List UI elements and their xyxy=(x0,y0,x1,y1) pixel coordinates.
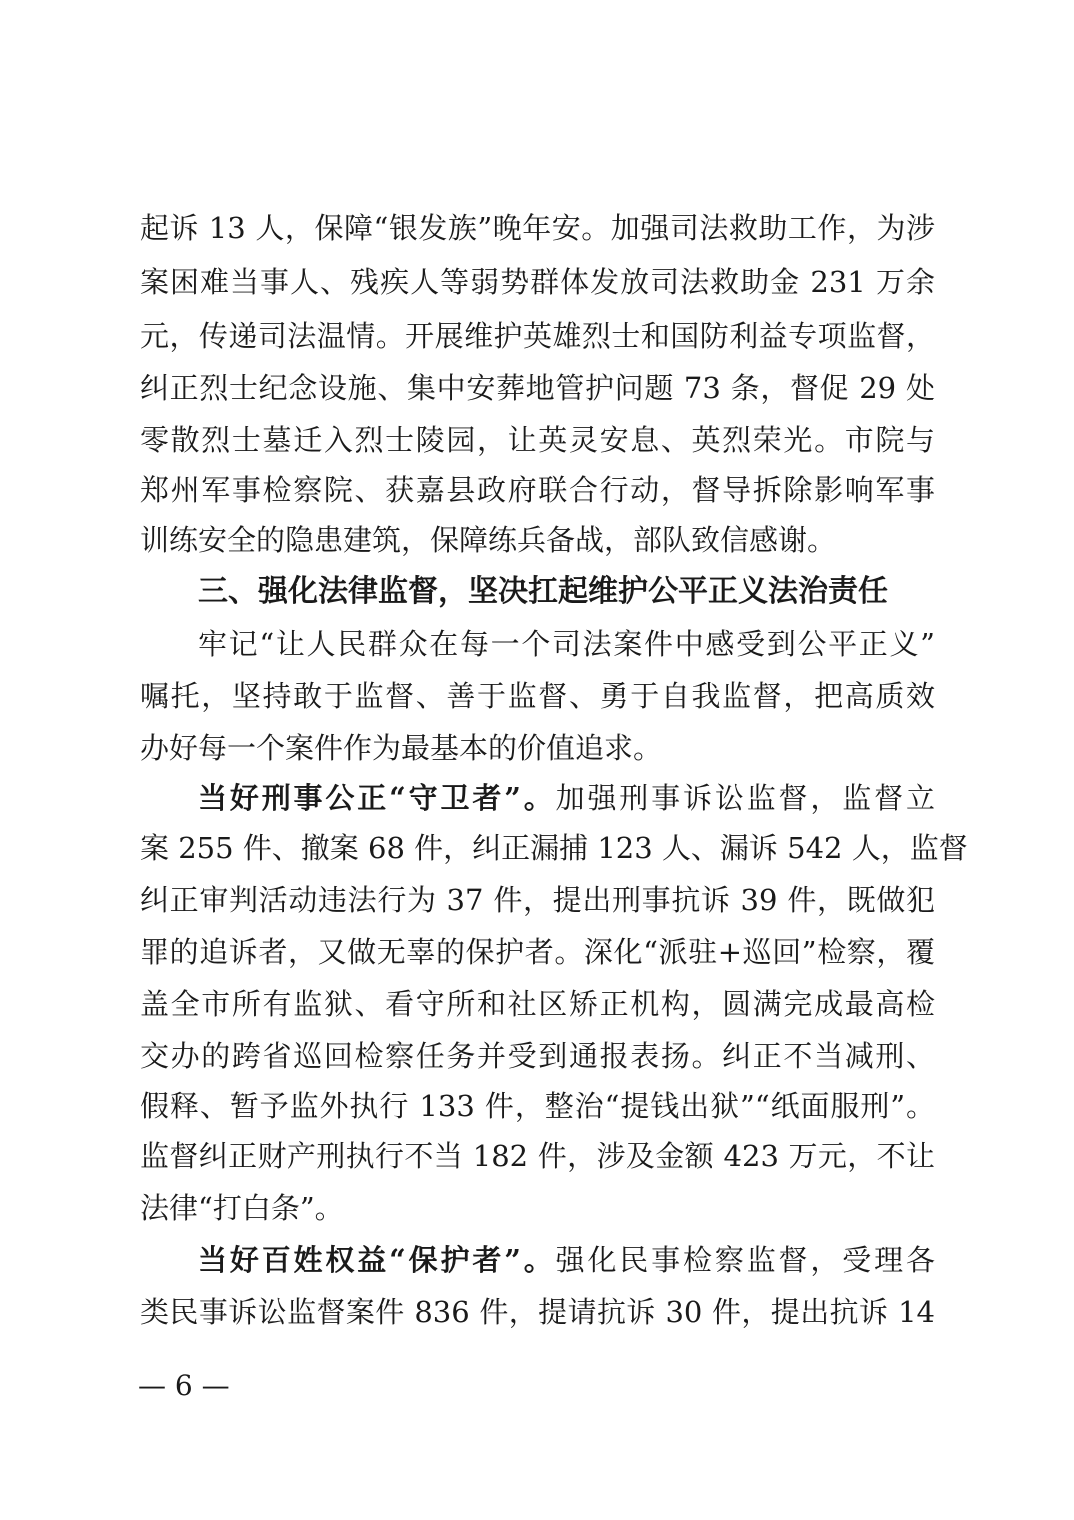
intro-line: 办好每一个案件作为最基本的价值追求。 xyxy=(140,731,663,765)
body-line: 类民事诉讼监督案件 836 件，提请抗诉 30 件，提出抗诉 14 xyxy=(140,1295,935,1329)
page-number: — 6 — xyxy=(138,1369,230,1402)
body-line: 案困难当事人、残疾人等弱势群体发放司法救助金 231 万余 xyxy=(140,265,935,299)
body-line: 纠正审判活动违法行为 37 件，提出刑事抗诉 39 件，既做犯 xyxy=(140,883,935,917)
body-line: 假释、暂予监外执行 133 件，整治“提钱出狱”“纸面服刑”。 xyxy=(140,1089,935,1123)
body-line: 起诉 13 人，保障“银发族”晚年安。加强司法救助工作，为涉 xyxy=(140,211,935,245)
body-line: 盖全市所有监狱、看守所和社区矫正机构，圆满完成最高检 xyxy=(140,987,935,1021)
intro-line: 嘱托，坚持敢于监督、善于监督、勇于自我监督，把高质效 xyxy=(140,679,935,713)
paragraph-first-line xyxy=(198,772,935,824)
body-line: 罪的追诉者，又做无辜的保护者。深化“派驻+巡回”检察，覆 xyxy=(140,935,935,969)
paragraph-lead: 当好百姓权益“保护者”。 xyxy=(198,1243,556,1277)
body-line: 元，传递司法温情。开展维护英雄烈士和国防利益专项监督， xyxy=(140,319,935,353)
paragraph-lead: 当好刑事公正“守卫者”。 xyxy=(198,781,556,815)
body-line: 训练安全的隐患建筑，保障练兵备战，部队致信感谢。 xyxy=(140,523,837,557)
body-line: 监督纠正财产刑执行不当 182 件，涉及金额 423 万元，不让 xyxy=(140,1139,935,1173)
body-line: 法律“打白条”。 xyxy=(140,1191,344,1225)
body-line: 零散烈士墓迁入烈士陵园，让英灵安息、英烈荣光。市院与 xyxy=(140,423,935,457)
paragraph-text: 加强刑事诉讼监督，监督立 xyxy=(555,781,935,815)
body-line: 交办的跨省巡回检察任务并受到通报表扬。纠正不当减刑、 xyxy=(140,1039,935,1073)
section-heading: 三、强化法律监督，坚决扛起维护公平正义法治责任 xyxy=(198,574,888,609)
body-line: 案 255 件、撤案 68 件，纠正漏捕 123 人、漏诉 542 人，监督 xyxy=(140,831,968,865)
paragraph-first-line xyxy=(198,1234,935,1286)
paragraph-text: 强化民事检察监督，受理各 xyxy=(555,1243,935,1277)
body-line: 郑州军事检察院、获嘉县政府联合行动，督导拆除影响军事 xyxy=(140,473,935,507)
intro-line: 牢记“让人民群众在每一个司法案件中感受到公平正义” xyxy=(198,627,935,661)
body-line: 纠正烈士纪念设施、集中安葬地管护问题 73 条，督促 29 处 xyxy=(140,371,935,405)
